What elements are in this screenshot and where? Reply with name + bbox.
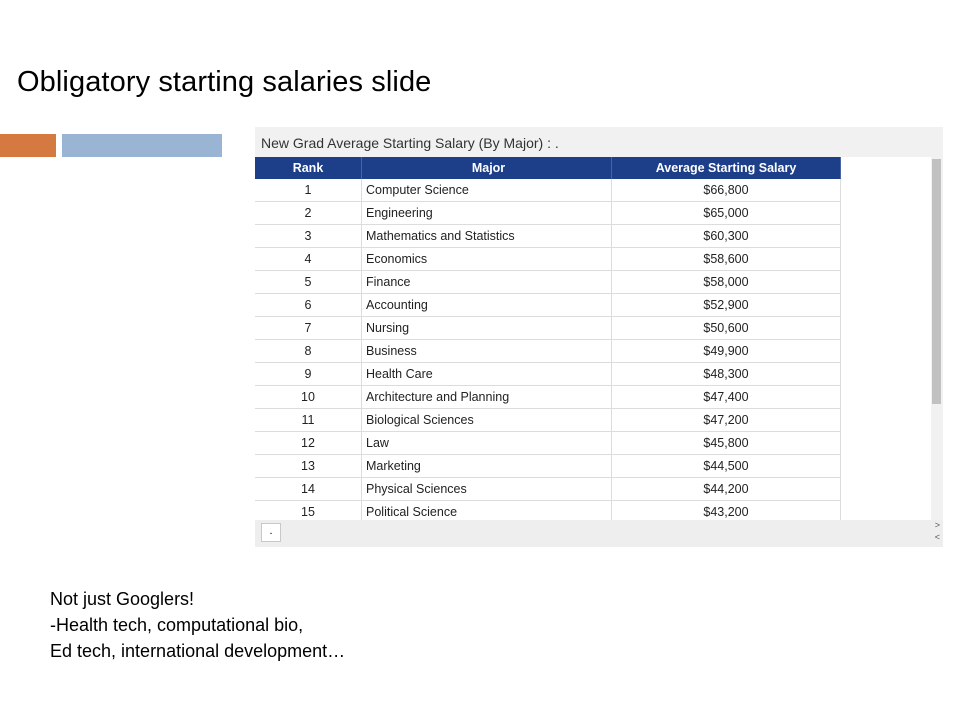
cell-salary: $44,500 — [612, 455, 841, 478]
table-row — [255, 409, 841, 432]
cell-rank: 3 — [255, 225, 362, 248]
cell-rank: 4 — [255, 248, 362, 271]
cell-major: Political Science — [362, 501, 612, 521]
table-row — [255, 294, 841, 317]
cell-major: Engineering — [362, 202, 612, 225]
cell-major: Accounting — [362, 294, 612, 317]
cell-salary: $47,200 — [612, 409, 841, 432]
column-header-salary: Average Starting Salary — [612, 157, 841, 179]
notes-line: -Health tech, computational bio, — [50, 615, 304, 635]
table-header-row — [255, 157, 841, 179]
accent-bar-orange — [0, 134, 56, 157]
cell-major: Nursing — [362, 317, 612, 340]
horizontal-scrollbar[interactable] — [255, 520, 943, 547]
cell-salary: $58,600 — [612, 248, 841, 271]
table-row — [255, 432, 841, 455]
salary-table-screenshot — [255, 127, 943, 547]
table-viewport — [255, 157, 931, 520]
cell-major: Business — [362, 340, 612, 363]
vertical-scrollbar[interactable] — [931, 157, 943, 520]
scrollbar-thumb[interactable] — [932, 159, 941, 404]
cell-major: Marketing — [362, 455, 612, 478]
cell-salary: $52,900 — [612, 294, 841, 317]
cell-rank: 13 — [255, 455, 362, 478]
cell-salary: $48,300 — [612, 363, 841, 386]
table-row — [255, 478, 841, 501]
cell-rank: 9 — [255, 363, 362, 386]
cell-salary: $60,300 — [612, 225, 841, 248]
table-row — [255, 202, 841, 225]
salary-table — [255, 157, 841, 520]
cell-major: Biological Sciences — [362, 409, 612, 432]
column-header-major: Major — [362, 157, 612, 179]
cell-major: Health Care — [362, 363, 612, 386]
cell-rank: 15 — [255, 501, 362, 521]
cell-major: Mathematics and Statistics — [362, 225, 612, 248]
cell-rank: 8 — [255, 340, 362, 363]
cell-salary: $49,900 — [612, 340, 841, 363]
table-row — [255, 271, 841, 294]
cell-rank: 5 — [255, 271, 362, 294]
cell-rank: 1 — [255, 179, 362, 202]
table-row — [255, 363, 841, 386]
cell-major: Computer Science — [362, 179, 612, 202]
accent-bar-blue — [62, 134, 222, 157]
table-row — [255, 455, 841, 478]
cell-major: Physical Sciences — [362, 478, 612, 501]
cell-salary: $66,800 — [612, 179, 841, 202]
cell-salary: $44,200 — [612, 478, 841, 501]
table-row — [255, 386, 841, 409]
slide-title: Obligatory starting salaries slide — [17, 66, 432, 98]
table-row — [255, 501, 841, 521]
cell-salary: $50,600 — [612, 317, 841, 340]
cell-rank: 14 — [255, 478, 362, 501]
table-row — [255, 225, 841, 248]
column-header-rank: Rank — [255, 157, 362, 179]
cell-salary: $47,400 — [612, 386, 841, 409]
notes-line: Ed tech, international development… — [50, 641, 346, 661]
notes-line: Not just Googlers! — [50, 589, 195, 609]
cell-major: Finance — [362, 271, 612, 294]
cell-salary: $65,000 — [612, 202, 841, 225]
cell-salary: $43,200 — [612, 501, 841, 521]
table-caption: New Grad Average Starting Salary (By Major) : . — [261, 135, 559, 151]
speaker-notes — [50, 586, 345, 664]
cell-major: Law — [362, 432, 612, 455]
cell-major: Economics — [362, 248, 612, 271]
cell-rank: 7 — [255, 317, 362, 340]
table-row — [255, 317, 841, 340]
cell-rank: 6 — [255, 294, 362, 317]
cell-rank: 11 — [255, 409, 362, 432]
cell-rank: 10 — [255, 386, 362, 409]
table-row — [255, 179, 841, 202]
cell-rank: 12 — [255, 432, 362, 455]
cell-major: Architecture and Planning — [362, 386, 612, 409]
cell-rank: 2 — [255, 202, 362, 225]
table-body — [255, 179, 841, 520]
chevron-right-icon[interactable]: > — [934, 520, 940, 530]
table-row — [255, 340, 841, 363]
cell-salary: $58,000 — [612, 271, 841, 294]
scroll-button[interactable]: . — [261, 523, 281, 542]
table-row — [255, 248, 841, 271]
chevron-left-icon[interactable]: < — [934, 532, 940, 542]
cell-salary: $45,800 — [612, 432, 841, 455]
